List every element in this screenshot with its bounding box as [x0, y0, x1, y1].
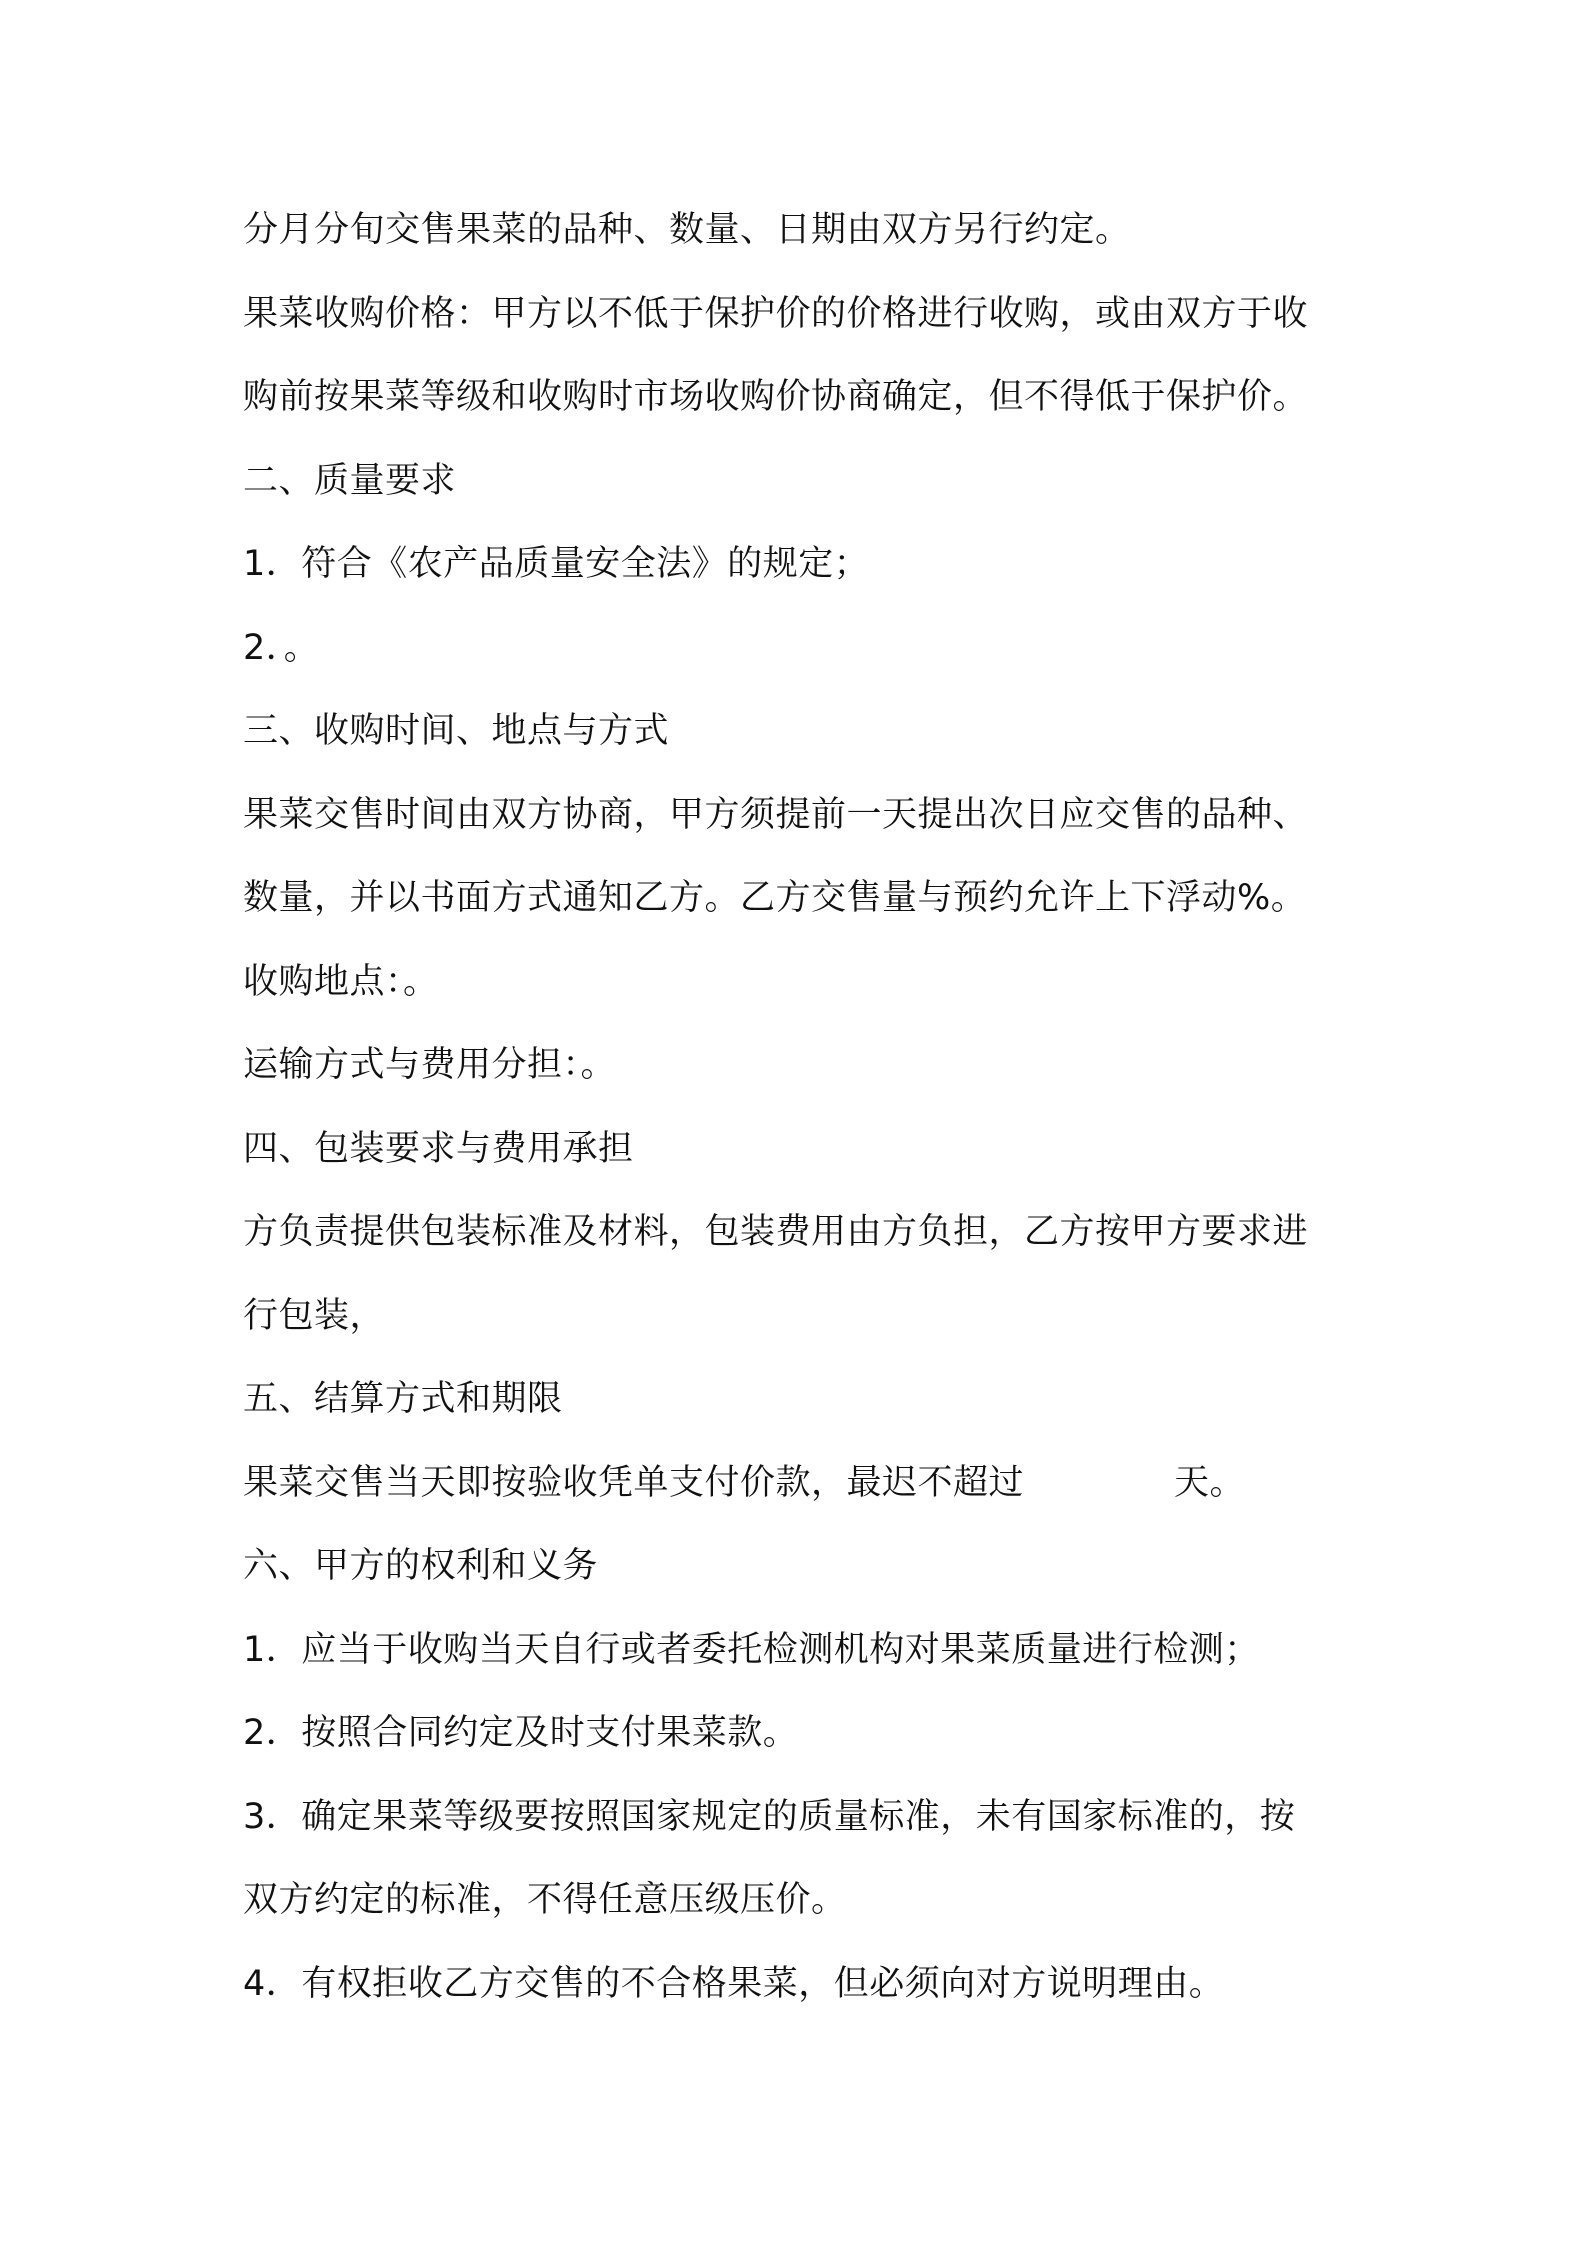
- paragraph-line: 运输方式与费用分担：。: [243, 1045, 617, 1085]
- list-item: 1．符合《农产品质量安全法》的规定；: [243, 544, 870, 584]
- settlement-line: [243, 1453, 1363, 1537]
- paragraph-line: 收购地点：。: [243, 961, 439, 1002]
- contract-body: [243, 200, 1363, 2037]
- paragraph-line: 数量，并以书面方式通知乙方。乙方交售量与预约允许上下浮动%。: [243, 878, 1307, 918]
- paragraph-line: 行包装，: [243, 1295, 386, 1336]
- settlement-days-text: 天。: [1174, 1462, 1246, 1503]
- section-heading-purchase-time: 三、收购时间、地点与方式: [243, 711, 670, 751]
- paragraph-line: 果菜交售时间由双方协商，甲方须提前一天提出次日应交售的品种、: [243, 794, 1309, 835]
- paragraph-line: 方负责提供包装标准及材料，包装费用由方负担，乙方按甲方要求进: [243, 1212, 1309, 1252]
- section-heading-party-a-rights: 六、甲方的权利和义务: [243, 1546, 599, 1586]
- list-item: 4．有权拒收乙方交售的不合格果菜，但必须向对方说明理由。: [243, 1963, 1225, 2004]
- section-heading-settlement: 五、结算方式和期限: [243, 1379, 563, 1419]
- list-item: 3．确定果菜等级要按照国家规定的质量标准，未有国家标准的，按: [243, 1796, 1296, 1837]
- list-item: 2．按照合同约定及时支付果菜款。: [243, 1713, 799, 1753]
- list-item: 1．应当于收购当天自行或者委托检测机构对果菜质量进行检测；: [243, 1629, 1260, 1670]
- paragraph-line: 购前按果菜等级和收购时市场收购价协商确定，但不得低于保护价。: [243, 377, 1309, 417]
- paragraph-line: 双方约定的标准，不得任意压级压价。: [243, 1880, 847, 1920]
- section-heading-packaging: 四、包装要求与费用承担: [243, 1128, 634, 1169]
- paragraph-line: 果菜收购价格：甲方以不低于保护价的价格进行收购，或由双方于收: [243, 293, 1309, 334]
- paragraph-line: 分月分旬交售果菜的品种、数量、日期由双方另行约定。: [243, 210, 1131, 250]
- settlement-text: 果菜交售当天即按验收凭单支付价款，最迟不超过: [243, 1462, 1025, 1503]
- list-item: 2．。: [243, 627, 320, 668]
- section-heading-quality: 二、质量要求: [243, 460, 457, 501]
